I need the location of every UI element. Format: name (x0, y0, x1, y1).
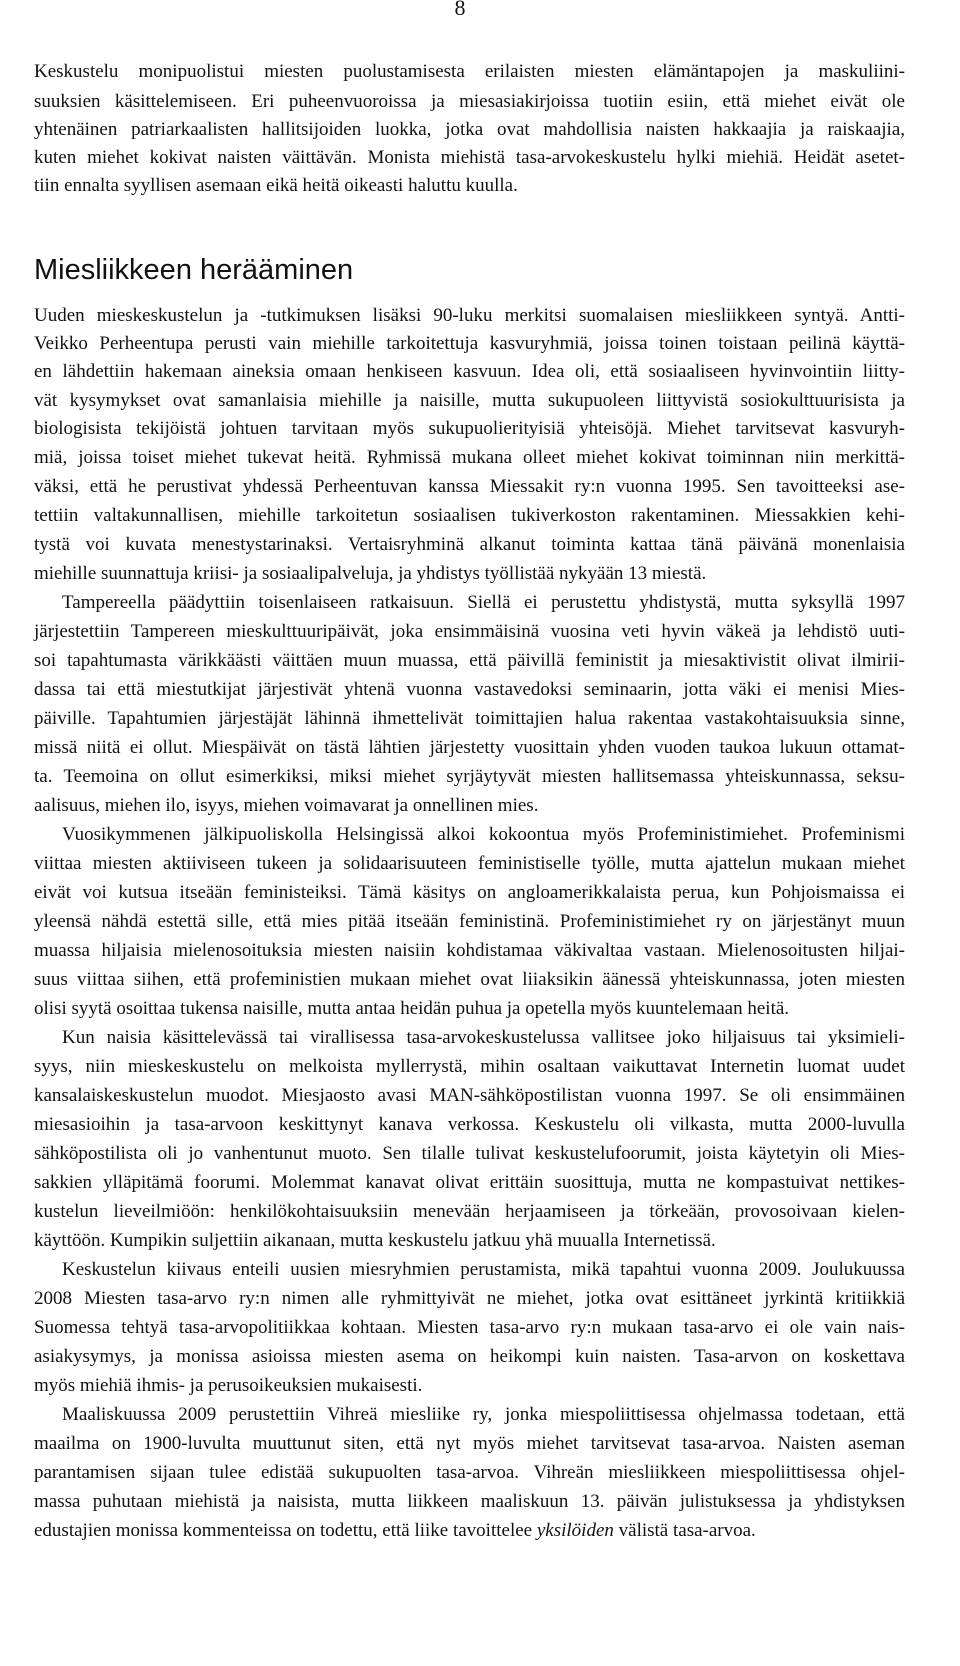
text-line: Keskustelun kiivaus enteili uusien miesryhmien perustamista, mikä tapahtui vuonna 2009. Joulukuussa (62, 1259, 905, 1280)
text-line: 2008 Miesten tasa-arvo ry:n nimen alle ryhmittyivät ne miehet, jotka ovat esittäneet jyrkintä kritiikkiä (34, 1288, 905, 1309)
text-line: yhtenäinen patriarkaalisten hallitsijoiden luokka, jotka ovat mahdollisia naisten hakkaajia ja raiskaajia, (34, 119, 905, 140)
text-line: järjestettiin Tampereen mieskulttuuripäivät, joka ensimmäisinä vuosina veti hyvin väkeä ja lehdistö uuti- (34, 621, 905, 642)
text-line: en lähdettiin hakemaan aineksia omaan henkiseen kasvuun. Idea oli, että sosiaaliseen hyvinvointiin liitty- (34, 361, 905, 382)
text-span: välistä tasa-arvoa. (613, 1520, 756, 1541)
section-heading: Miesliikkeen herääminen (34, 254, 354, 286)
text-line: käyttöön. Kumpikin suljettiin aikanaan, mutta keskustelu jatkuu yhä muualla Internetissä. (34, 1230, 716, 1251)
text-line: kuten miehet kokivat naisten väittävän. Monista miehistä tasa-arvokeskustelu hylki miehiä. Heidät asetet- (34, 147, 905, 168)
text-line: parantamisen sijaan tulee edistää sukupuolten tasa-arvoa. Vihreän miesliikkeen miespoliittisessa ohjel- (34, 1462, 905, 1483)
text-span: edustajien monissa kommenteissa on todettu, että liike tavoittelee (34, 1520, 537, 1541)
text-line: massa puhutaan miehistä ja naisista, mutta liikkeen maaliskuun 13. päivän julistuksessa ja yhdistyksen (34, 1491, 905, 1512)
text-line: tiin ennalta syyllisen asemaan eikä heitä oikeasti haluttu kuulla. (34, 175, 518, 196)
text-line: kansalaiskeskustelun muodot. Miesjaosto avasi MAN-sähköpostilistan vuonna 1997. Se oli ensimmäinen (34, 1085, 905, 1106)
text-line: syys, niin mieskeskustelu on melkoista myllerrystä, mihin osaltaan vaikuttavat Internetin luomat uudet (34, 1056, 905, 1077)
text-line: maailma on 1900-luvulta muuttunut siten, että nyt myös miehet tarvitsevat tasa-arvoa. Naisten aseman (34, 1433, 905, 1454)
emphasized-word: yksilöiden (536, 1520, 614, 1541)
text-line: Maaliskuussa 2009 perustettiin Vihreä miesliike ry, jonka miespoliittisessa ohjelmassa todetaan, että (62, 1404, 905, 1425)
text-line: suuksien käsittelemiseen. Eri puheenvuoroissa ja miesasiakirjoissa tuotiin esiin, että miehet eivät ole (34, 91, 905, 112)
text-line: suus viittaa siihen, että profeministien mukaan miehet ovat liiaksikin äänessä yhteiskunnassa, joten miesten (34, 969, 905, 990)
text-line: miehille suunnattuja kriisi- ja sosiaalipalveluja, ja yhdistys työllistää nykyään 13 miestä. (34, 563, 707, 584)
text-line: tystä voi kuvata menestystarinaksi. Vertaisryhminä alkanut toiminta kattaa tänä päivänä monenlaisia (34, 534, 905, 555)
text-line: asiakysymys, ja monissa asioissa miesten asema on heikompi kuin naisten. Tasa-arvon on koskettava (34, 1346, 905, 1367)
page-number: 8 (454, 0, 466, 20)
text-line: Kun naisia käsittelevässä tai virallisessa tasa-arvokeskustelussa vallitsee joko hiljaisuus tai yksimieli- (62, 1027, 905, 1048)
text-line: missä niitä ei ollut. Miespäivät on tästä lähtien järjestetty vuosittain yhden vuoden taukoa lukuun ottamat- (34, 737, 905, 758)
text-line: sähköpostilista oli jo vanhentunut muoto. Sen tilalle tulivat keskustelufoorumit, joista käytetyin oli Mies- (34, 1143, 905, 1164)
text-line: väksi, että he perustivat yhdessä Perheentuvan kanssa Miessakit ry:n vuonna 1995. Sen tavoitteeksi ase- (34, 476, 905, 497)
text-line: vät kysymykset ovat samanlaisia miehille ja naisille, mutta sukupuoleen liittyvistä sosiokulttuurisista ja (34, 390, 905, 411)
text-line: Uuden mieskeskustelun ja -tutkimuksen lisäksi 90-luku merkitsi suomalaisen miesliikkeen syntyä. Antti- (34, 305, 905, 326)
text-line: Suomessa tehtyä tasa-arvopolitiikkaa kohtaan. Miesten tasa-arvo ry:n mukaan tasa-arvo ei ole vain nais- (34, 1317, 905, 1338)
text-line: Keskustelu monipuolistui miesten puolustamisesta erilaisten miesten elämäntapojen ja maskuliini- (34, 61, 905, 82)
text-line: miä, joissa toiset miehet tukevat heitä. Ryhmissä mukana olleet miehet kokivat toiminnan niin merkittä- (34, 447, 905, 468)
text-line: muassa hiljaisia mielenosoituksia miesten naisiin kohdistamaa väkivaltaa vastaan. Mielenosoitusten hiljai- (34, 940, 905, 961)
text-line: ta. Teemoina on ollut esimerkiksi, miksi miehet syrjäytyvät miesten hallitsemassa yhteiskunnassa, seksu- (34, 766, 905, 787)
text-line: Tampereella päädyttiin toisenlaiseen ratkaisuun. Siellä ei perustettu yhdistystä, mutta syksyllä 1997 (62, 592, 905, 613)
text-line: yleensä nähdä estettä sille, että mies pitää itseään feministinä. Profeministimiehet ry on järjestänyt muun (34, 911, 905, 932)
text-line: tettiin valtakunnallisen, miehille tarkoitetun sosiaalisen tukiverkoston rakentaminen. Miessakkien kehi- (34, 505, 905, 526)
text-line: Veikko Perheentupa perusti vain miehille tarkoitettuja kasvuryhmiä, joissa toinen toistaan peilinä käyttä- (34, 333, 905, 354)
text-line: aalisuus, miehen ilo, isyys, miehen voimavarat ja onnellinen mies. (34, 795, 539, 816)
text-line: sakkien ylläpitämä foorumi. Molemmat kanavat olivat erittäin suosittuja, mutta ne kompastuivat nettikes- (34, 1172, 905, 1193)
text-line: miesasioihin ja tasa-arvoon keskittynyt kanava verkossa. Keskustelu oli vilkasta, mutta 2000-luvulla (34, 1114, 905, 1135)
text-line: biologisista tekijöistä johtuen tarvitaan myös sukupuolierityisiä yhteisöjä. Miehet tarvitsevat kasvuryh- (34, 418, 905, 439)
text-line: myös miehiä ihmis- ja perusoikeuksien mukaisesti. (34, 1375, 423, 1396)
text-line: eivät voi kutsua itseään feministeiksi. Tämä käsitys on angloamerikkalaista perua, kun Pohjoismaissa ei (34, 882, 905, 903)
text-line: olisi syytä osoittaa tukensa naisille, mutta antaa heidän puhua ja opetella myös kuuntelemaan heitä. (34, 998, 790, 1019)
text-line: viittaa miesten aktiiviseen tukeen ja solidaarisuuteen feministiselle työlle, mutta ajattelun mukaan miehet (34, 853, 905, 874)
text-line: dassa tai että miestutkijat järjestivät yhtenä vuonna vastavedoksi seminaarin, jotta väki ei menisi Mies- (34, 679, 905, 700)
text-line (34, 1519, 905, 1543)
text-line: soi tapahtumasta värikkäästi väittäen muun muassa, että päivillä feministit ja miesaktivistit olivat ilmirii- (34, 650, 905, 671)
text-line: kustelun lieveilmiöön: henkilökohtaisuuksiin menevään herjaamiseen ja törkeään, provosoivaan kielen- (34, 1201, 905, 1222)
text-line: Vuosikymmenen jälkipuoliskolla Helsingissä alkoi kokoontua myös Profeministimiehet. Profeminismi (62, 824, 905, 845)
text-line: päiville. Tapahtumien järjestäjät lähinnä ihmettelivät toimittajien halua rakentaa vastakohtaisuuksia sinne, (34, 708, 905, 729)
